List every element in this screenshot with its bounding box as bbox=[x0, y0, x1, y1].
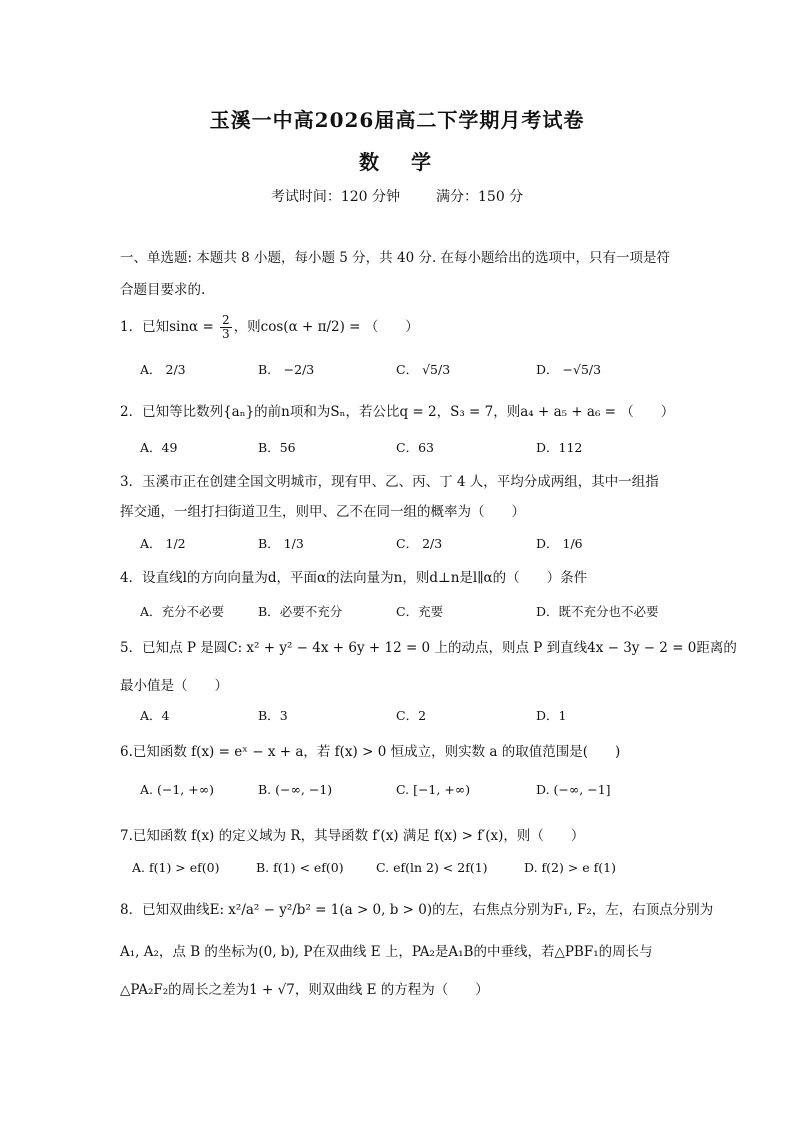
option-a[interactable]: A. f(1) > ef(0) bbox=[132, 860, 220, 875]
question-3 bbox=[120, 470, 659, 490]
exam-title: 玉溪一中高2026届高二下学期月考试卷 bbox=[209, 108, 585, 132]
option-c[interactable]: C． √5/3 bbox=[396, 362, 451, 377]
question-number: 3． bbox=[120, 474, 143, 490]
question-8-line-2: A₁, A₂，点 B 的坐标为(0, b), P在双曲线 E 上，PA₂是A₁B的中垂线，若△PBF₁的周长与 bbox=[120, 944, 653, 960]
question-4 bbox=[120, 566, 587, 586]
question-number: 5． bbox=[120, 640, 143, 656]
question-number: 1． bbox=[120, 319, 143, 335]
option-d[interactable]: D． 1/6 bbox=[536, 536, 583, 551]
question-stem: 已知双曲线E: x²/a² − y²/b² = 1(a > 0, b > 0)的左，右焦点分别为F₁, F₂，左，右顶点分别为 bbox=[142, 902, 714, 918]
option-d[interactable]: D．112 bbox=[536, 440, 583, 455]
question-5 bbox=[120, 636, 737, 656]
question-number: 6. bbox=[120, 744, 133, 760]
question-stem: 已知点 P 是圆C: x² + y² − 4x + 6y + 12 = 0 上的动点，则点 P 到直线4x − 3y − 2 = 0距离的 bbox=[142, 640, 737, 656]
option-b[interactable]: B．3 bbox=[258, 708, 288, 723]
option-d[interactable]: D．既不充分也不必要 bbox=[536, 604, 659, 619]
subject-char-2: 学 bbox=[411, 150, 435, 174]
option-c[interactable]: C．2 bbox=[396, 708, 427, 723]
question-stem: 已知等比数列{aₙ}的前n项和为Sₙ，若公比q = 2，S₃ = 7，则a₄ + a₅ + a₆ = （ ） bbox=[142, 404, 675, 420]
question-1 bbox=[120, 314, 419, 341]
question-stem: 已知函数 f(x) 的定义域为 R，其导函数 f′(x) 满足 f(x) > f′(x)，则（ ） bbox=[132, 828, 585, 844]
section-line-2: 合题目要求的. bbox=[120, 282, 206, 298]
subject-title bbox=[0, 146, 794, 175]
question-stem: 已知函数 f(x) = eˣ − x + a，若 f(x) > 0 恒成立，则实数 a 的取值范围是( ) bbox=[132, 744, 621, 760]
question-stem: 玉溪市正在创建全国文明城市，现有甲、乙、丙、丁 4 人，平均分成两组，其中一组指 bbox=[142, 474, 659, 490]
question-8-line-3: △PA₂F₂的周长之差为1 + √7，则双曲线 E 的方程为（ ） bbox=[120, 982, 489, 998]
option-a[interactable]: A. (−1, +∞) bbox=[140, 782, 215, 797]
question-7 bbox=[120, 824, 584, 844]
question-stem: 设直线l的方向向量为d，平面α的法向量为n，则d⊥n是l∥α的（ ）条件 bbox=[142, 570, 588, 586]
question-6 bbox=[120, 740, 620, 760]
question-number: 7. bbox=[120, 828, 133, 844]
section-heading bbox=[120, 248, 680, 300]
question-number: 8． bbox=[120, 902, 143, 918]
question-stem-tail: ，则cos(α + π/2) = （ ） bbox=[233, 319, 419, 335]
option-d[interactable]: D. f(2) > e f(1) bbox=[524, 860, 617, 875]
exam-time: 考试时间：120 分钟 bbox=[270, 189, 400, 205]
option-b[interactable]: B．56 bbox=[258, 440, 296, 455]
question-8 bbox=[120, 898, 713, 918]
option-d[interactable]: D. (−∞, −1] bbox=[536, 782, 611, 797]
question-2 bbox=[120, 400, 674, 420]
option-a[interactable]: A．4 bbox=[140, 708, 170, 723]
option-c[interactable]: C． 2/3 bbox=[396, 536, 443, 551]
section-line-1: 一、单选题: 本题共 8 小题，每小题 5 分，共 40 分. 在每小题给出的选项中，只有一项是符 bbox=[120, 250, 671, 266]
option-b[interactable]: B．必要不充分 bbox=[258, 604, 343, 619]
fraction: $\frac{2}{3}$ bbox=[222, 313, 230, 341]
option-d[interactable]: D． −√5/3 bbox=[536, 362, 602, 377]
option-a[interactable]: A．49 bbox=[140, 440, 178, 455]
option-b[interactable]: B． −2/3 bbox=[258, 362, 315, 377]
option-a[interactable]: A． 2/3 bbox=[140, 362, 186, 377]
exam-score: 满分：150 分 bbox=[436, 189, 524, 205]
question-5-line-2: 最小值是（ ） bbox=[120, 678, 228, 694]
option-b[interactable]: B. f(1) < ef(0) bbox=[256, 860, 344, 875]
option-a[interactable]: A． 1/2 bbox=[140, 536, 186, 551]
question-3-line-2: 挥交通，一组打扫街道卫生，则甲、乙不在同一组的概率为（ ） bbox=[120, 504, 525, 520]
question-number: 2． bbox=[120, 404, 143, 420]
option-b[interactable]: B. (−∞, −1) bbox=[258, 782, 333, 797]
option-c[interactable]: C．充要 bbox=[396, 604, 444, 619]
question-stem: 已知sinα = bbox=[142, 319, 219, 335]
option-c[interactable]: C．63 bbox=[396, 440, 434, 455]
option-d[interactable]: D．1 bbox=[536, 708, 567, 723]
option-a[interactable]: A．充分不必要 bbox=[140, 604, 225, 619]
exam-meta bbox=[0, 186, 794, 206]
option-c[interactable]: C. [−1, +∞) bbox=[396, 782, 471, 797]
option-c[interactable]: C. ef(ln 2) < 2f(1) bbox=[376, 860, 488, 875]
question-number: 4． bbox=[120, 570, 143, 586]
subject-char-1: 数 bbox=[359, 150, 383, 174]
option-b[interactable]: B． 1/3 bbox=[258, 536, 304, 551]
